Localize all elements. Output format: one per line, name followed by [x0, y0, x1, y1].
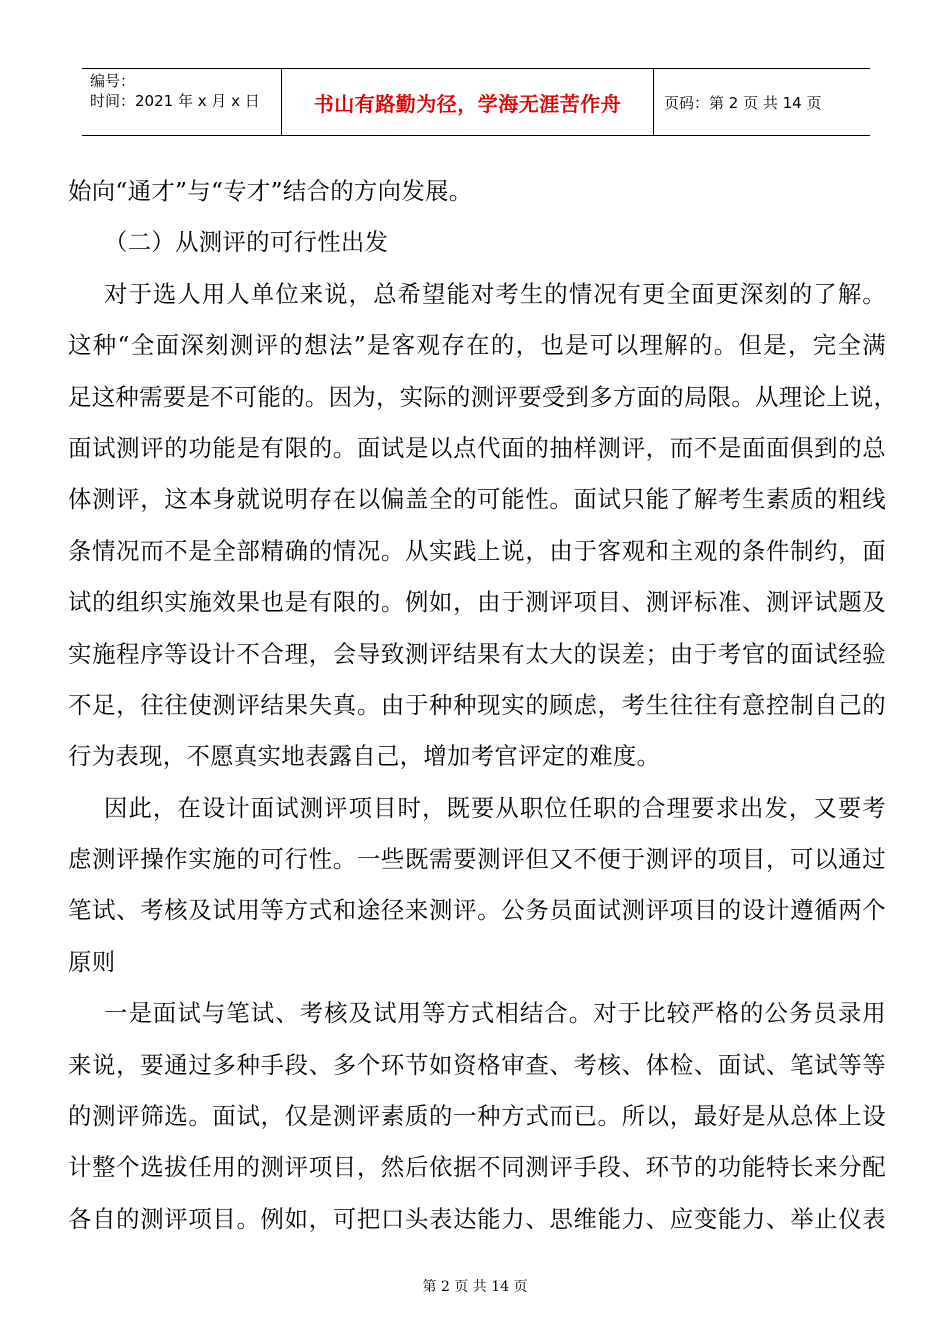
text-line: 始向“通才”与“专才”结合的方向发展。	[68, 177, 473, 205]
text-line: 计整个选拔任用的测评项目，然后依据不同测评手段、环节的功能特长来分配	[68, 1153, 886, 1182]
text-line: 条情况而不是全部精确的情况。从实践上说，由于客观和主观的条件制约，面	[68, 536, 886, 565]
text-line: 虑测评操作实施的可行性。一些既需要测评但又不便于测评的项目，可以通过	[68, 845, 886, 874]
text-line: 面试测评的功能是有限的。面试是以点代面的抽样测评，而不是面面俱到的总	[68, 433, 886, 462]
page-footer: 第 2 页 共 14 页	[422, 1279, 528, 1295]
header-motto: 书山有路勤为径，学海无涯苦作舟	[313, 91, 622, 116]
text-line: 的测评筛选。面试，仅是测评素质的一种方式而已。所以，最好是从总体上设	[68, 1102, 886, 1131]
text-line: 原则	[68, 947, 116, 976]
header-page-info: 页码：第 2 页 共 14 页	[664, 93, 822, 112]
text-line: 体测评，这本身就说明存在以偏盖全的可能性。面试只能了解考生素质的粗线	[68, 485, 886, 514]
text-line: 笔试、考核及试用等方式和途径来测评。公务员面试测评项目的设计遵循两个	[68, 896, 886, 925]
text-line: 行为表现，不愿真实地表露自己，增加考官评定的难度。	[68, 742, 661, 771]
document-number-label: 编号：	[90, 72, 136, 90]
text-line: 一是面试与笔试、考核及试用等方式相结合。对于比较严格的公务员录用	[104, 999, 886, 1028]
header-meta	[82, 69, 282, 135]
text-line: 对于选人用人单位来说，总希望能对考生的情况有更全面更深刻的了解。	[104, 279, 886, 308]
text-line: 各自的测评项目。例如，可把口头表达能力、思维能力、应变能力、举止仪表	[68, 1204, 886, 1233]
document-body	[68, 166, 898, 1245]
page-header	[82, 68, 870, 136]
section-heading: （二）从测评的可行性出发	[104, 228, 389, 257]
text-line: 实施程序等设计不合理，会导致测评结果有太大的误差；由于考官的面试经验	[68, 639, 886, 668]
text-line: 来说，要通过多种手段、多个环节如资格审查、考核、体检、面试、笔试等等	[68, 1050, 886, 1079]
text-line: 因此，在设计面试测评项目时，既要从职位任职的合理要求出发，又要考	[104, 793, 886, 822]
text-line: 这种“全面深刻测评的想法”是客观存在的，也是可以理解的。但是，完全满	[68, 331, 886, 360]
text-line: 不足，往往使测评结果失真。由于种种现实的顾虑，考生往往有意控制自己的	[68, 690, 886, 719]
text-line: 试的组织实施效果也是有限的。例如，由于测评项目、测评标准、测评试题及	[68, 588, 886, 617]
text-line: 足这种需要是不可能的。因为，实际的测评要受到多方面的局限。从理论上说，	[68, 382, 898, 411]
header-motto-cell	[282, 69, 654, 135]
document-date: 时间：2021 年 x 月 x 日	[90, 92, 260, 110]
